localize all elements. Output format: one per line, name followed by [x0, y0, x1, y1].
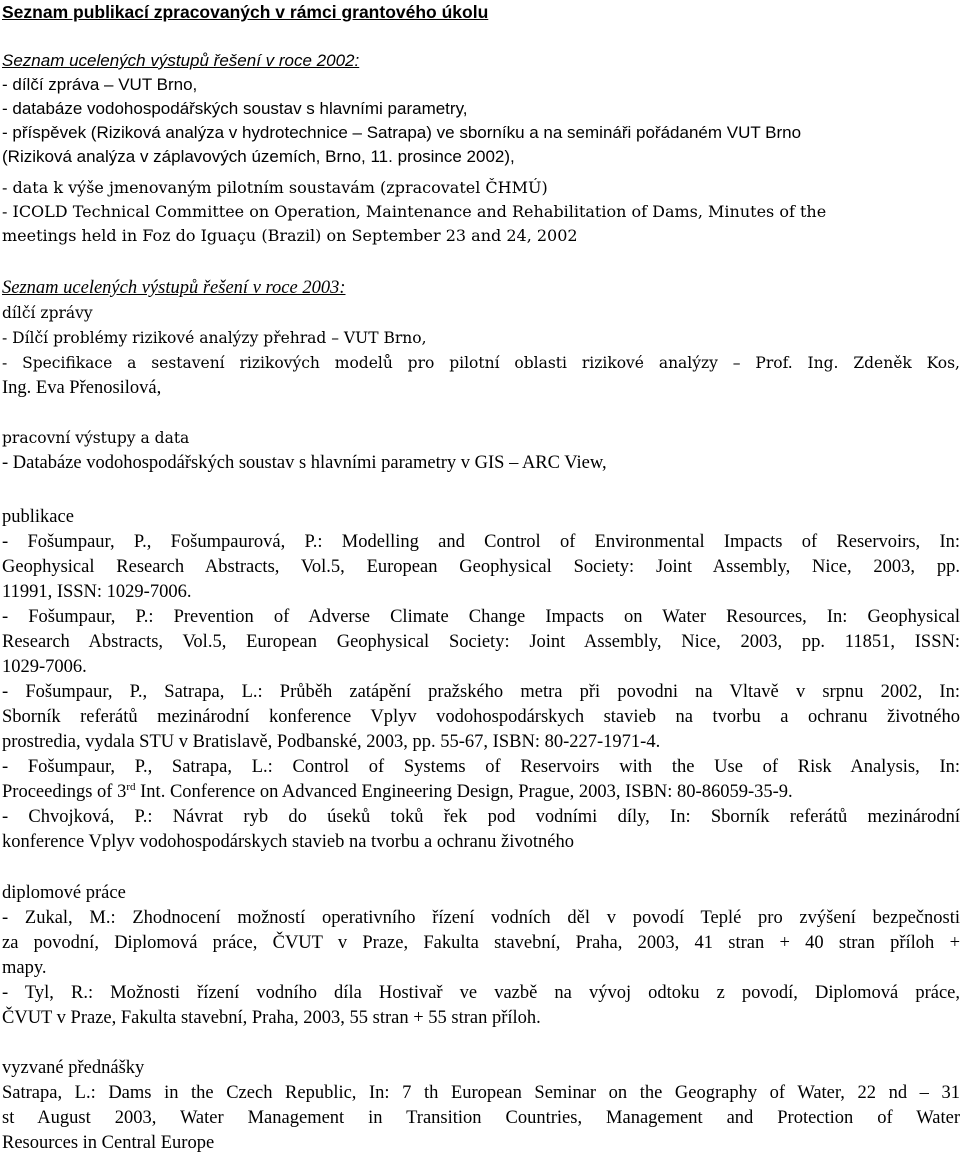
list-item: konference Vplyv vodohospodárskych stavieb na tvorbu a ochranu životného: [2, 832, 574, 852]
list-item: - data k výše jmenovaným pilotním soustavám (zpracovatel ČHMÚ): [2, 178, 548, 197]
list-item: meetings held in Foz do Iguaçu (Brazil) on September 23 and 24, 2002: [2, 226, 578, 245]
list-item: - Databáze vodohospodářských soustav s hlavními parametry v GIS – ARC View,: [2, 453, 607, 473]
list-item: - dílčí zpráva – VUT Brno,: [2, 75, 198, 94]
list-item: Ing. Eva Přenosilová,: [2, 378, 162, 398]
list-item: (Riziková analýza v záplavových územích, Brno, 11. prosince 2002),: [2, 147, 515, 166]
list-item: 11991, ISSN: 1029-7006.: [2, 582, 192, 602]
list-item: - databáze vodohospodářských soustav s hlavními parametry,: [2, 99, 468, 118]
list-item: - Chvojková, P.: Návrat ryb do úseků toků řek pod vodními díly, In: Sborník referátů mezinárodní: [2, 807, 960, 827]
list-item: - Fošumpaur, P., Satrapa, L.: Průběh zatápění pražského metra při povodni na Vltavě v srpnu 2002, In:: [2, 682, 960, 702]
subsection-heading: vyzvané přednášky: [2, 1058, 145, 1078]
list-item: - Fošumpaur, P., Satrapa, L.: Control of Systems of Reservoirs with the Use of Risk Analysis, In:: [2, 757, 960, 777]
list-item-text: Int. Conference on Advanced Engineering Design, Prague, 2003, ISBN: 80-86059-35-9.: [135, 782, 793, 802]
list-item: - Dílčí problémy rizikové analýzy přehrad – VUT Brno,: [2, 329, 427, 347]
list-item: - ICOLD Technical Committee on Operation, Maintenance and Rehabilitation of Dams, Minutes of the: [2, 202, 827, 221]
superscript: rd: [126, 780, 136, 793]
list-item: 1029-7006.: [2, 657, 87, 677]
section-heading-2002: Seznam ucelených výstupů řešení v roce 2002:: [2, 51, 360, 70]
list-item: - Specifikace a sestavení rizikových modelů pro pilotní oblasti rizikové analýzy – Prof. Ing. Zdeněk Kos,: [2, 354, 960, 372]
subsection-heading: dílčí zprávy: [2, 304, 93, 322]
list-item: mapy.: [2, 958, 47, 978]
list-item: - Fošumpaur, P., Fošumpaurová, P.: Modelling and Control of Environmental Impacts of Reservoirs, In:: [2, 532, 960, 552]
list-item: Sborník referátů mezinárodní konference Vplyv vodohospodárskych stavieb na tvorbu a ochranu životného: [2, 707, 960, 727]
subsection-heading: diplomové práce: [2, 883, 126, 903]
list-item: za povodní, Diplomová práce, ČVUT v Praze, Fakulta stavební, Praha, 2003, 41 stran + 40 stran příloh +: [2, 933, 960, 953]
list-item: - Zukal, M.: Zhodnocení možností operativního řízení vodních děl v povodí Teplé pro zvýšení bezpečnosti: [2, 908, 960, 928]
list-item: - Tyl, R.: Možnosti řízení vodního díla Hostivař ve vazbě na vývoj odtoku z povodí, Diplomová práce,: [2, 983, 960, 1003]
list-item: Research Abstracts, Vol.5, European Geophysical Society: Joint Assembly, Nice, 2003, pp. 11851, ISSN:: [2, 632, 960, 652]
subsection-heading: publikace: [2, 507, 74, 527]
section-heading-2003: Seznam ucelených výstupů řešení v roce 2003:: [2, 278, 346, 298]
list-item-text: Proceedings of 3: [2, 782, 127, 802]
list-item: [2, 780, 793, 805]
list-item: st August 2003, Water Management in Transition Countries, Management and Protection of Water: [2, 1108, 960, 1128]
page-title: Seznam publikací zpracovaných v rámci grantového úkolu: [2, 2, 489, 22]
list-item: ČVUT v Praze, Fakulta stavební, Praha, 2003, 55 stran + 55 stran příloh.: [2, 1008, 541, 1028]
list-item: Satrapa, L.: Dams in the Czech Republic, In: 7 th European Seminar on the Geography of Water, 22 nd – 31: [2, 1083, 960, 1103]
list-item: prostredia, vydala STU v Bratislavě, Podbanské, 2003, pp. 55-67, ISBN: 80-227-1971-4.: [2, 732, 661, 752]
list-item: Resources in Central Europe: [2, 1133, 215, 1153]
list-item: - příspěvek (Riziková analýza v hydrotechnice – Satrapa) ve sborníku a na semináři pořádaném VUT Brno: [2, 123, 802, 142]
subsection-heading: pracovní výstupy a data: [2, 429, 190, 447]
list-item: - Fošumpaur, P.: Prevention of Adverse Climate Change Impacts on Water Resources, In: Geophysical: [2, 607, 960, 627]
list-item: Geophysical Research Abstracts, Vol.5, European Geophysical Society: Joint Assembly, Nice, 2003, pp.: [2, 557, 960, 577]
